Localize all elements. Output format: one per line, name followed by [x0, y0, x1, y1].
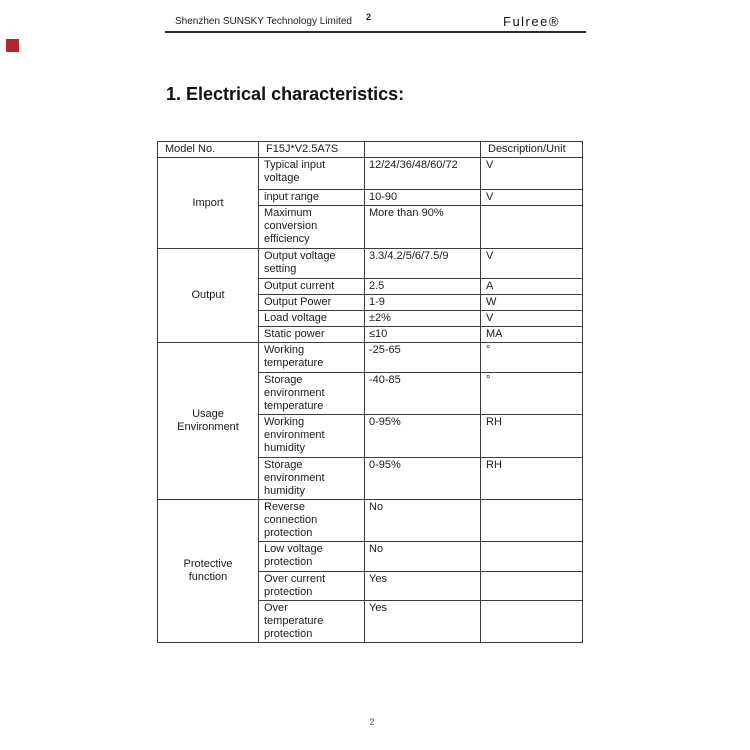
value-cell: No	[365, 500, 481, 542]
header-description-unit: Description/Unit	[481, 142, 583, 158]
param-cell	[259, 415, 365, 458]
param-cell	[259, 311, 365, 327]
param-cell	[259, 295, 365, 311]
header-rule	[165, 31, 586, 33]
value-cell: More than 90%	[365, 206, 481, 249]
value-cell: No	[365, 542, 481, 572]
unit-cell: A	[481, 279, 583, 295]
unit-cell	[481, 500, 583, 542]
table-row	[158, 249, 583, 279]
unit-cell: °	[481, 343, 583, 373]
param-cell	[259, 206, 365, 249]
param-label: Working environment humidity	[264, 416, 325, 454]
value-cell: 12/24/36/48/60/72	[365, 158, 481, 190]
group-cell: Import	[158, 158, 259, 249]
table-row	[158, 343, 583, 373]
param-cell	[259, 158, 365, 190]
unit-cell: V	[481, 311, 583, 327]
param-cell	[259, 542, 365, 572]
param-cell	[259, 572, 365, 601]
param-cell	[259, 601, 365, 643]
param-label: Static power	[264, 328, 325, 340]
param-label: Reverse connection protection	[264, 501, 318, 539]
unit-cell: °	[481, 373, 583, 415]
unit-cell	[481, 206, 583, 249]
unit-cell: W	[481, 295, 583, 311]
param-cell	[259, 190, 365, 206]
param-cell	[259, 373, 365, 415]
param-label: Output voltage setting	[264, 250, 336, 275]
param-label: Low voltage protection	[264, 543, 323, 568]
param-cell	[259, 249, 365, 279]
value-cell: 0-95%	[365, 415, 481, 458]
spec-table-body	[158, 142, 583, 643]
value-cell: ±2%	[365, 311, 481, 327]
unit-cell	[481, 601, 583, 643]
value-cell: 10-90	[365, 190, 481, 206]
group-cell: Output	[158, 249, 259, 343]
param-cell	[259, 343, 365, 373]
table-row	[158, 500, 583, 542]
value-cell: 3.3/4.2/5/6/7.5/9	[365, 249, 481, 279]
param-label: Over temperature protection	[264, 602, 324, 640]
unit-cell: V	[481, 249, 583, 279]
unit-cell: MA	[481, 327, 583, 343]
unit-cell: V	[481, 158, 583, 190]
param-label: Output Power	[264, 296, 332, 308]
param-label: Output current	[264, 280, 335, 292]
value-cell: 1-9	[365, 295, 481, 311]
value-cell: -40-85	[365, 373, 481, 415]
param-label: Typical input voltage	[264, 159, 326, 184]
param-cell	[259, 458, 365, 500]
page-number: 2	[369, 717, 375, 727]
value-cell: Yes	[365, 572, 481, 601]
group-cell: Protective function	[158, 500, 259, 643]
spec-table	[157, 141, 583, 643]
unit-cell: V	[481, 190, 583, 206]
company-name: Shenzhen SUNSKY Technology Limited	[175, 16, 352, 27]
table-header-row	[158, 142, 583, 158]
param-label: Over current protection	[264, 573, 326, 598]
value-cell: Yes	[365, 601, 481, 643]
param-label: Storage environment temperature	[264, 374, 325, 412]
header-model-value: F15J*V2.5A7S	[259, 142, 365, 158]
header-model-no: Model No.	[158, 142, 259, 158]
param-label: input range	[264, 191, 320, 203]
unit-cell	[481, 542, 583, 572]
value-cell: 0-95%	[365, 458, 481, 500]
header-superscript: 2	[366, 12, 372, 22]
group-cell: Usage Environment	[158, 343, 259, 500]
unit-cell: RH	[481, 458, 583, 500]
unit-cell	[481, 572, 583, 601]
value-cell: 2.5	[365, 279, 481, 295]
param-label: Storage environment humidity	[264, 459, 325, 497]
table-row	[158, 158, 583, 190]
value-cell: -25-65	[365, 343, 481, 373]
param-label: Maximum conversion efficiency	[264, 207, 318, 245]
param-label: Working temperature	[264, 344, 324, 369]
value-cell: ≤10	[365, 327, 481, 343]
section-title: 1. Electrical characteristics:	[166, 84, 405, 104]
param-cell	[259, 279, 365, 295]
red-marker	[6, 39, 19, 52]
header-empty-cell	[365, 142, 481, 158]
param-cell	[259, 327, 365, 343]
param-cell	[259, 500, 365, 542]
unit-cell: RH	[481, 415, 583, 458]
brand-logo: Fulree®	[503, 14, 560, 29]
param-label: Load voltage	[264, 312, 327, 324]
